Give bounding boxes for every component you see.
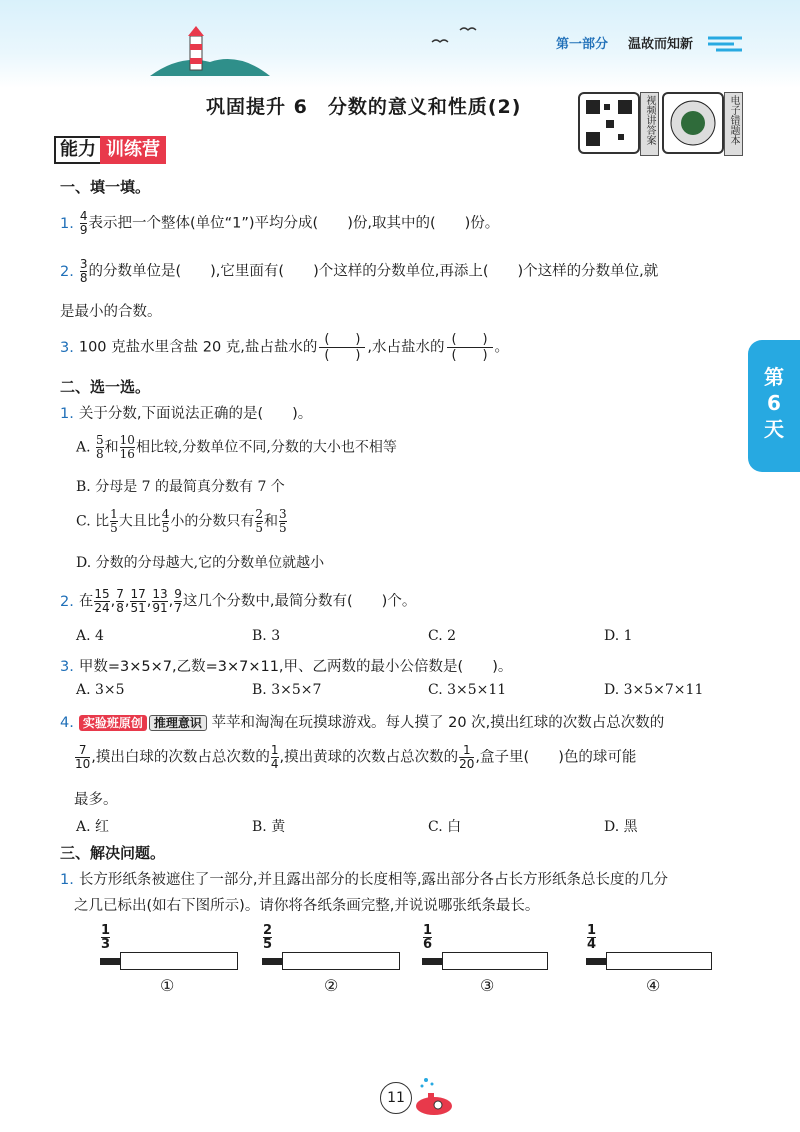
fraction: $\frac{1}{4}$ (270, 743, 279, 771)
s1-q3 (60, 332, 509, 363)
fraction: $\frac{9}{7}$ (174, 587, 182, 615)
fraction: $\frac{17}{51}$ (130, 587, 146, 615)
question-number: 3. (60, 659, 74, 675)
qr-code-answers[interactable] (578, 92, 640, 154)
qr-label-answers: 视频讲答案 (640, 92, 659, 156)
s3-q1 (60, 868, 668, 889)
option-c[interactable]: C. 3×5×11 (428, 682, 507, 698)
camp-part2: 训练营 (100, 136, 166, 164)
option-b[interactable]: B. 分母是 7 的最简真分数有 7 个 (76, 479, 285, 495)
page-title: 巩固提升 6 分数的意义和性质(2) (206, 96, 522, 118)
header-subtitle: 温故而知新 (628, 37, 694, 52)
question-text: 长方形纸条被遮住了一部分,并且露出部分的长度相等,露出部分各占长方形纸条总长度的几分 (78, 872, 669, 888)
question-number: 4. (60, 715, 74, 731)
qr-code-mistakes[interactable] (662, 92, 724, 154)
qr-label-mistakes: 电子错题本 (724, 92, 743, 156)
original-tag: 实验班原创 (79, 715, 147, 731)
option-d[interactable]: D. 分数的分母越大,它的分数单位就越小 (76, 555, 325, 571)
fraction: $\frac{7}{10}$ (75, 743, 91, 771)
question-text: 甲数=3×5×7,乙数=3×7×11,甲、乙两数的最小公倍数是( )。 (78, 659, 513, 675)
option-a[interactable]: A. 红 (76, 819, 110, 835)
question-text: ,水占盐水的 (367, 339, 445, 356)
option-d[interactable]: D. 1 (604, 628, 633, 644)
s1-q1 (60, 210, 499, 237)
strip-fraction: $\frac{1}{3}$ (101, 923, 111, 952)
submarine-icon (408, 1074, 458, 1120)
ability-camp-label (54, 136, 166, 164)
qr-pattern-icon (664, 94, 722, 152)
question-number: 2. (60, 593, 74, 610)
answer-blank-fraction[interactable]: $\frac{( )}{( )}$ (319, 332, 365, 363)
option-c[interactable]: C. 2 (428, 628, 457, 644)
strip-body (606, 952, 712, 970)
fraction: $\frac{3}{8}$ (79, 257, 88, 285)
s2-q1 (60, 402, 312, 423)
fraction: $\frac{15}{24}$ (94, 587, 110, 615)
paper-strip-4[interactable] (586, 924, 597, 951)
answer-blank-fraction[interactable]: $\frac{( )}{( )}$ (447, 332, 493, 363)
option-a[interactable]: A. 4 (76, 628, 104, 644)
fraction: $\frac{7}{8}$ (116, 587, 124, 615)
camp-part1: 能力 (54, 136, 100, 164)
qr-pattern-icon (580, 94, 638, 152)
strip-label: ① (160, 976, 175, 995)
question-number: 3. (60, 339, 74, 356)
strip-label: ③ (480, 976, 495, 995)
strip-fraction: $\frac{1}{6}$ (423, 923, 433, 952)
reasoning-tag: 推理意识 (149, 715, 207, 731)
option-a[interactable]: A. 3×5 (76, 682, 125, 698)
s2-q3 (60, 655, 512, 676)
question-text: 关于分数,下面说法正确的是( )。 (78, 406, 313, 422)
day-tab-char: 6 (767, 391, 781, 415)
question-text: 是最小的合数。 (60, 304, 162, 320)
strip-label: ④ (646, 976, 661, 995)
paper-strip-3[interactable] (422, 924, 433, 951)
option-c[interactable]: C. 白 (428, 819, 462, 835)
strip-exposed (262, 958, 282, 965)
s1-q2 (60, 258, 658, 285)
section-heading-solve: 三、解决问题。 (60, 844, 166, 862)
strip-exposed (422, 958, 442, 965)
question-number: 1. (60, 215, 74, 232)
question-text: 100 克盐水里含盐 20 克,盐占盐水的 (78, 339, 318, 356)
page-number: 11 (380, 1082, 412, 1114)
strip-exposed (586, 958, 606, 965)
day-tab-char: 第 (764, 365, 784, 389)
s2-q4-line2: $\frac{7}{10}$ ,摸出白球的次数占总次数的 $\frac{1}{4}$ ,摸出黄球的次数占总次数的 $\frac{1}{20}$ ,盒子里( )色的球可能 (75, 743, 637, 771)
birds-icon (430, 24, 480, 48)
strip-body (442, 952, 548, 970)
strip-exposed (100, 958, 120, 965)
s2-q2: 2. 在 $\frac{15}{24}$ , $\frac{7}{8}$ , $\frac{17}{51}$ , $\frac{13}{91}$ , $\frac{9}{7}$ 这几个分数中,最简分数有( )个。 (60, 587, 417, 615)
lighthouse-icon (150, 16, 270, 76)
option-a[interactable]: A. $\frac{5}{8}$ 和 $\frac{10}{16}$ 相比较,分数单位不同,分数的大小也不相等 (76, 433, 397, 461)
paper-strip-2[interactable] (262, 924, 273, 951)
strip-body (282, 952, 400, 970)
strip-body (120, 952, 238, 970)
section-heading-choose: 二、选一选。 (60, 378, 151, 396)
fraction: $\frac{4}{9}$ (79, 209, 88, 237)
option-b[interactable]: B. 3×5×7 (252, 682, 322, 698)
question-text: 苹苹和淘淘在玩摸球游戏。每人摸了 20 次,摸出红球的次数占总次数的 (211, 715, 665, 731)
question-number: 2. (60, 263, 74, 280)
paper-strip-1[interactable] (100, 924, 111, 951)
day-tab (748, 340, 800, 472)
question-number: 1. (60, 406, 74, 422)
fraction: $\frac{13}{91}$ (152, 587, 168, 615)
option-b[interactable]: B. 黄 (252, 819, 286, 835)
question-text: 之几已标出(如右下图所示)。请你将各纸条画完整,并说说哪张纸条最长。 (74, 898, 540, 914)
option-c[interactable]: C. 比 $\frac{1}{5}$ 大且比 $\frac{4}{5}$ 小的分数只有 $\frac{2}{5}$ 和 $\frac{3}{5}$ (76, 507, 287, 535)
strip-fraction: $\frac{1}{4}$ (587, 923, 597, 952)
question-text: 表示把一个整体(单位“1”)平均分成( )份,取其中的( )份。 (88, 215, 500, 232)
fraction: $\frac{1}{20}$ (459, 743, 475, 771)
day-tab-char: 天 (764, 417, 784, 441)
strip-fraction: $\frac{2}{5}$ (263, 923, 273, 952)
s2-q4 (60, 711, 664, 732)
question-text: 。 (494, 339, 510, 356)
option-d[interactable]: D. 3×5×7×11 (604, 682, 704, 698)
question-number: 1. (60, 872, 74, 888)
strip-label: ② (324, 976, 339, 995)
wave-icon (706, 32, 746, 52)
question-text: 最多。 (74, 792, 118, 808)
section-heading-fill: 一、填一填。 (60, 178, 151, 196)
option-d[interactable]: D. 黑 (604, 819, 638, 835)
option-b[interactable]: B. 3 (252, 628, 281, 644)
question-text: 的分数单位是( ),它里面有( )个这样的分数单位,再添上( )个这样的分数单位,就 (88, 263, 659, 280)
header-section: 第一部分 (556, 37, 609, 52)
